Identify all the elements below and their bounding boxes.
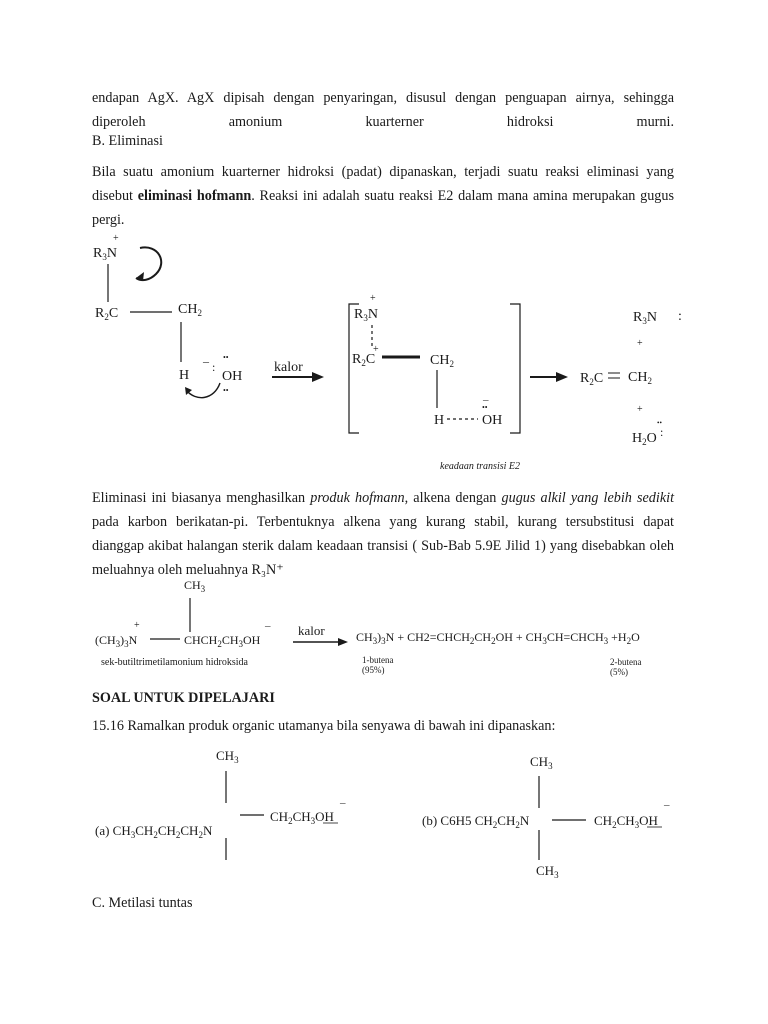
reactant-r2c: $R_2C$: [95, 306, 119, 322]
product-plus-1: +: [637, 338, 643, 349]
ts-r3n: $R_3N$: [354, 307, 378, 323]
term-produk-hofmann: produk hofmann: [310, 490, 405, 506]
qb-ch3-bottom: $CH_3$: [536, 863, 559, 880]
qa-ch3-top: $CH_3$: [216, 748, 239, 765]
ex-products: $CH_3)_3N$ + $CH2=CHCH_2CH_2OH$ + $CH_3CH=CHCH_3 +H_2O$: [356, 630, 640, 646]
paragraph-intro: endapan AgX. AgX dipisah dengan penyaringan, disusul dengan penguapan airnya, sehingga diperoleh amonium kuarterner hidroksi murni.: [92, 90, 674, 130]
ts-ch2: $CH_2$: [430, 353, 454, 369]
ts-oh-charge: –: [483, 394, 489, 406]
reactant-n-charge: +: [113, 233, 119, 244]
question-15-16: 15.16 Ramalkan produk organic utamanya bila senyawa di bawah ini dipanaskan:: [92, 718, 556, 734]
term-eliminasi-hofmann: eliminasi hofmann: [137, 188, 252, 204]
kalor-label-2: kalor: [298, 623, 325, 638]
ex-oh-charge: –: [265, 620, 271, 632]
product-plus-2: +: [637, 404, 643, 415]
product-n-lone-pair: :: [678, 309, 682, 324]
qb-right-group: $CH_2CH_3OH$: [594, 813, 658, 830]
paragraph-produk-hofmann: Eliminasi ini biasanya menghasilkan produk hofmann, alkena dengan gugus alkil yang lebih sedikit pada karbon berikatan-pi. Terbentuknya alkena yang kurang stabil, kurang tersubstitusi dapat dianggap akibat halangan sterik dalam keadaan transisi ( Sub-Bab 5.9E Jilid 1) yang disebabkan oleh meluahnya oleh meluahnya R₃N⁺: [92, 490, 675, 578]
reactant-h: H: [179, 368, 190, 383]
qa-left-chain: (a) $CH_3CH_2CH_2CH_2N$: [95, 823, 213, 840]
ex-reactant-name: sek-butiltrimetilamonium hidroksida: [101, 657, 248, 668]
water-lone-pair: :: [660, 425, 664, 439]
ex-ch3-top: $CH_3$: [184, 578, 206, 594]
product-ch2: $CH_2$: [628, 370, 652, 386]
ts-oh-lone-pair: ••: [482, 403, 488, 412]
hydroxide-charge: –: [203, 354, 209, 368]
ex-2-butena-label: 2-butena: [610, 657, 642, 667]
heading-soal: SOAL UNTUK DIPELAJARI: [92, 690, 275, 706]
ts-oh: OH: [482, 413, 503, 428]
qa-right-group: $CH_2CH_3OH$: [270, 809, 334, 826]
ts-n-charge: +: [370, 293, 376, 304]
ex-n-charge: +: [134, 620, 140, 631]
ts-caption: keadaan transisi E2: [440, 461, 520, 472]
product-alkene: $R_2C$: [580, 371, 604, 387]
heading-metilasi-tuntas: C. Metilasi tuntas: [92, 895, 193, 911]
qb-left-chain: (b) C6H5 $CH_2CH_2N$: [422, 813, 530, 830]
qa-oh-charge: –: [340, 797, 346, 809]
product-water: $H_2O$: [632, 431, 657, 447]
reactant-oh: OH: [222, 369, 243, 384]
kalor-label-1: kalor: [274, 360, 303, 375]
hydroxide-lone-pair-left: :: [212, 360, 216, 374]
qb-ch3-top: $CH_3$: [530, 754, 553, 771]
hydroxide-lone-pair-top: ••: [223, 353, 229, 362]
ex-reactant-chain: $CHCH_2CH_3OH$: [184, 633, 261, 649]
water-lone-pair-top: ••: [657, 419, 662, 427]
ex-reactant-amine: $(CH_3)_3N$: [95, 633, 138, 649]
qb-oh-charge: –: [664, 799, 670, 811]
ts-c-charge: +: [373, 344, 379, 355]
product-r3n: $R_3N$: [633, 310, 657, 326]
heading-eliminasi: B. Eliminasi: [92, 133, 163, 149]
ex-1-butena-yield: (95%): [362, 665, 385, 675]
ex-2-butena-yield: (5%): [610, 667, 628, 677]
ts-h: H: [434, 413, 445, 428]
ts-r2c: $R_2C$: [352, 352, 376, 368]
ex-1-butena-label: 1-butena: [362, 655, 394, 665]
reactant-ch2: $CH_2$: [178, 302, 202, 318]
paragraph-eliminasi: Bila suatu amonium kuarterner hidroksi (padat) dipanaskan, terjadi suatu reaksi eliminasi yang disebut eliminasi hofmann. Reaksi ini adalah suatu reaksi E2 dalam mana amina merupakan gugus pergi.: [92, 164, 675, 228]
reactant-r3n: $R_3N$: [93, 246, 117, 262]
term-gugus-alkil: gugus alkil yang lebih sedikit: [501, 490, 675, 506]
hydroxide-lone-pair-bottom: ••: [223, 386, 229, 395]
